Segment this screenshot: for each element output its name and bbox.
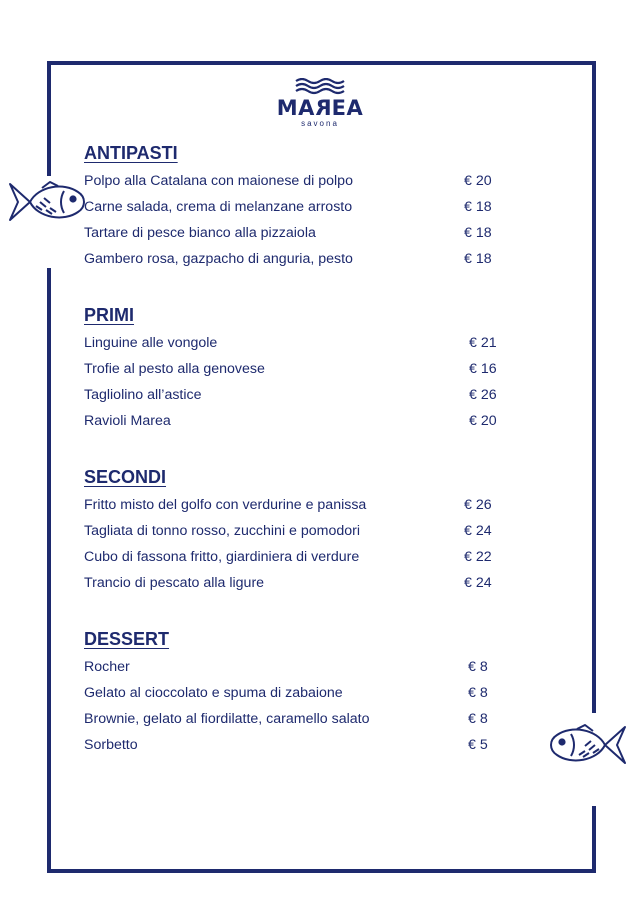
item-name: Tagliata di tonno rosso, zucchini e pomodori (84, 523, 361, 539)
item-price: € 5 (468, 737, 488, 753)
fish-icon (6, 180, 88, 224)
item-price: € 18 (464, 199, 492, 215)
item-price: € 8 (468, 685, 488, 701)
menu-item (84, 735, 514, 761)
menu-item (84, 573, 514, 599)
item-price: € 18 (464, 225, 492, 241)
frame-right-upper (592, 61, 596, 713)
frame-right-lower (592, 806, 596, 873)
item-name: Brownie, gelato al fiordilatte, caramello salato (84, 711, 370, 727)
menu-item (84, 521, 514, 547)
menu-item (84, 709, 514, 735)
item-name: Rocher (84, 659, 130, 675)
item-name: Carne salada, crema di melanzane arrosto (84, 199, 353, 215)
section-secondi (84, 465, 514, 599)
item-name: Trofie al pesto alla genovese (84, 361, 265, 377)
menu-item (84, 547, 514, 573)
menu-item (84, 683, 514, 709)
item-price: € 16 (469, 361, 497, 377)
menu-item (84, 223, 514, 249)
item-name: Sorbetto (84, 737, 138, 753)
menu-item (84, 495, 514, 521)
item-name: Fritto misto del golfo con verdurine e panissa (84, 497, 367, 513)
menu-item (84, 333, 514, 359)
waves-icon (292, 78, 348, 96)
item-name: Gambero rosa, gazpacho di anguria, pesto (84, 251, 353, 267)
section-antipasti (84, 141, 514, 275)
brand-subtitle: savona (301, 119, 339, 128)
fish-icon (549, 722, 629, 768)
menu-item (84, 657, 514, 683)
item-price: € 22 (464, 549, 492, 565)
item-price: € 20 (464, 173, 492, 189)
section-title: PRIMI (84, 305, 135, 325)
menu-item (84, 359, 514, 385)
item-price: € 21 (469, 335, 497, 351)
item-price: € 18 (464, 251, 492, 267)
item-name: Cubo di fassona fritto, giardiniera di verdure (84, 549, 360, 565)
menu-item (84, 249, 514, 275)
brand-name: MAREA (276, 96, 364, 120)
item-price: € 20 (469, 413, 497, 429)
frame-top (47, 61, 596, 65)
section-primi (84, 303, 514, 437)
item-name: Linguine alle vongole (84, 335, 218, 351)
item-price: € 8 (468, 711, 488, 727)
brand-logo (270, 78, 370, 128)
frame-bottom (47, 869, 596, 873)
item-name: Tartare di pesce bianco alla pizzaiola (84, 225, 316, 241)
item-name: Ravioli Marea (84, 413, 171, 429)
item-name: Polpo alla Catalana con maionese di polpo (84, 173, 353, 189)
section-title: DESSERT (84, 629, 170, 649)
section-dessert (84, 627, 514, 761)
item-name: Gelato al cioccolato e spuma di zabaione (84, 685, 343, 701)
item-price: € 26 (464, 497, 492, 513)
section-title: ANTIPASTI (84, 143, 178, 163)
menu-item (84, 171, 514, 197)
item-price: € 24 (464, 575, 492, 591)
item-price: € 24 (464, 523, 492, 539)
item-name: Trancio di pescato alla ligure (84, 575, 265, 591)
section-title: SECONDI (84, 467, 167, 487)
menu-item (84, 197, 514, 223)
frame-left-upper (47, 61, 51, 176)
item-name: Tagliolino all’astice (84, 387, 202, 403)
menu-item (84, 385, 514, 411)
item-price: € 8 (468, 659, 488, 675)
item-price: € 26 (469, 387, 497, 403)
menu-item (84, 411, 514, 437)
frame-left-lower (47, 268, 51, 873)
